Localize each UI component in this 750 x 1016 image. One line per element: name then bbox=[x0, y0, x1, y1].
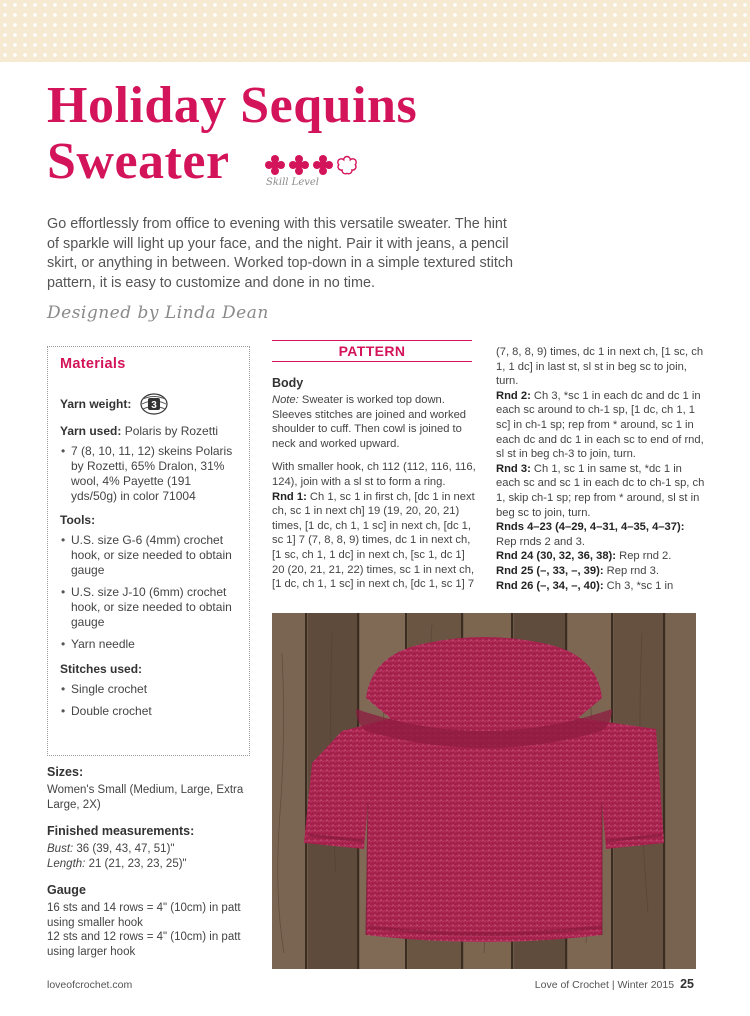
rnds4-23-paragraph bbox=[496, 520, 706, 549]
magazine-name: Love of Crochet bbox=[534, 979, 609, 991]
rnd24-text: Rep rnd 2. bbox=[616, 550, 672, 563]
sizes-heading: Sizes: bbox=[47, 765, 84, 779]
page-number: 25 bbox=[680, 977, 694, 991]
specs-section bbox=[47, 765, 247, 959]
rnd2-text: Ch 3, *sc 1 in each dc and dc 1 in each sc around to ch-1 sp, [1 dc, ch 1, 1 sc] in ch-1 sp; rep from * around, sc 1 in each dc and dc 1 in each sc to end of rnd, sl st in beg ch-3 to join, turn. bbox=[496, 389, 704, 461]
skill-level bbox=[264, 154, 364, 194]
rnds4-23-label: Rnds 4–23 (4–29, 4–31, 4–35, 4–37): bbox=[496, 521, 685, 534]
rnd1-continued: (7, 8, 8, 9) times, dc 1 in next ch, [1 sc, ch 1, 1 dc] in last st, sl st in beg sc to join, turn. bbox=[496, 346, 704, 388]
note-label: Note: bbox=[272, 394, 299, 406]
rnd3-label: Rnd 3: bbox=[496, 462, 531, 475]
rnd1-label: Rnd 1: bbox=[272, 490, 307, 503]
rnd24-paragraph bbox=[496, 549, 706, 564]
tools-list bbox=[60, 533, 239, 652]
bust-line bbox=[47, 842, 247, 857]
rnd26-paragraph bbox=[496, 579, 706, 594]
intro-paragraph: Go effortlessly from office to evening with this versatile sweater. The hint of sparkle will light up your face, and the night. Pair it with jeans, a pencil skirt, or anything in between. Worked top-down in a simple textured stitch pattern, it is easy to customize and done in no time. bbox=[47, 216, 514, 291]
note-paragraph bbox=[272, 393, 480, 451]
footer-site: loveofcrochet.com bbox=[47, 979, 133, 991]
length-value: 21 (21, 23, 23, 25)" bbox=[85, 857, 187, 870]
finished-heading: Finished measurements: bbox=[47, 824, 195, 838]
pattern-heading: PATTERN bbox=[272, 340, 472, 362]
title-line-2: Sweater bbox=[47, 133, 230, 190]
list-item: • Double crochet bbox=[60, 704, 239, 719]
flower-filled-icon bbox=[312, 154, 334, 176]
flower-filled-icon bbox=[288, 154, 310, 176]
stitches-list bbox=[60, 682, 239, 719]
yarn-weight-icon bbox=[139, 392, 169, 416]
sizes-text: Women's Small (Medium, Large, Extra Large, 2X) bbox=[47, 784, 244, 811]
footer-separator: | bbox=[608, 979, 618, 991]
materials-box bbox=[47, 346, 250, 756]
gauge-line-2: 12 sts and 12 rows = 4" (10cm) in patt using larger hook bbox=[47, 931, 241, 958]
rnd26-label: Rnd 26 (–, 34, –, 40): bbox=[496, 579, 604, 592]
yarn-used-line bbox=[60, 424, 239, 439]
stitches-label: Stitches used: bbox=[60, 662, 143, 676]
gauge-line-1: 16 sts and 14 rows = 4" (10cm) in patt using smaller hook bbox=[47, 902, 241, 929]
yarn-bullet: • 7 (8, 10, 11, 12) skeins Polaris by Rozetti, 65% Dralon, 31% wool, 4% Payette (191 yds/50g) in color 71004 bbox=[60, 444, 239, 504]
flower-filled-icon bbox=[264, 154, 286, 176]
list-item: • Single crochet bbox=[60, 682, 239, 697]
rnd3-text: Ch 1, sc 1 in same st, *dc 1 in each sc and sc 1 in each dc to ch-1 sp, ch 1, skip ch-1 sp; rep from * around, sl st in beg sc to join, turn. bbox=[496, 462, 705, 519]
flower-outline-icon bbox=[336, 154, 358, 176]
list-item: • U.S. size G-6 (4mm) crochet hook, or size needed to obtain gauge bbox=[60, 533, 239, 578]
rnd25-paragraph bbox=[496, 564, 706, 579]
title-line-1: Holiday Sequins bbox=[47, 77, 418, 134]
length-line bbox=[47, 857, 247, 872]
pattern-column-2 bbox=[496, 345, 706, 593]
body-heading: Body bbox=[272, 376, 304, 390]
rnds4-23-text: Rep rnds 2 and 3. bbox=[496, 535, 585, 548]
rnd25-label: Rnd 25 (–, 33, –, 39): bbox=[496, 564, 604, 577]
length-label: Length: bbox=[47, 857, 86, 870]
yarn-weight-number: 3 bbox=[151, 400, 158, 411]
note-text: Sweater is worked top down. Sleeves stitches are joined and worked shoulder to cuff. Then cowl is joined to neck and worked upward. bbox=[272, 394, 467, 450]
materials-heading: Materials bbox=[60, 356, 126, 372]
rnd1-paragraph bbox=[272, 490, 480, 592]
pattern-column-1 bbox=[272, 376, 480, 592]
gauge-heading: Gauge bbox=[47, 883, 86, 897]
start-paragraph: With smaller hook, ch 112 (112, 116, 116, 124), join with a sl st to form a ring. bbox=[272, 461, 476, 488]
rnd2-paragraph bbox=[496, 389, 706, 462]
skill-level-label: Skill Level bbox=[266, 177, 320, 188]
yarn-weight-row bbox=[60, 392, 239, 416]
yarn-list bbox=[60, 444, 239, 504]
yarn-used-label: Yarn used: bbox=[60, 424, 122, 438]
bust-value: 36 (39, 43, 47, 51)" bbox=[73, 843, 175, 855]
rnd2-label: Rnd 2: bbox=[496, 389, 531, 402]
rnd25-text: Rep rnd 3. bbox=[603, 564, 659, 577]
rnd1-text: Ch 1, sc 1 in first ch, [dc 1 in next ch, sc 1 in next ch] 19 (19, 20, 20, 21) times, [1 dc, ch 1, 1 sc] in next ch, [dc 1, sc 1] 7 (7, 8, 8, 9) times, dc 1 in next ch, [1 sc, ch 1, 1 dc] in next ch, [sc 1, dc 1] 20 (20, 21, 21, 22) times, sc 1 in next ch, [1 dc, ch 1, 1 sc] in next ch, [dc 1, sc 1] 7 bbox=[272, 490, 475, 591]
yarn-weight-label: Yarn weight: bbox=[60, 397, 132, 411]
list-item: • U.S. size J-10 (6mm) crochet hook, or size needed to obtain gauge bbox=[60, 585, 239, 630]
rnd26-text: Ch 3, *sc 1 in bbox=[603, 579, 674, 592]
sweater-photo bbox=[272, 613, 696, 969]
sweater-photo-illustration bbox=[272, 613, 696, 969]
decorative-dotted-band bbox=[0, 0, 750, 62]
rnd24-label: Rnd 24 (30, 32, 36, 38): bbox=[496, 550, 617, 563]
rnd3-paragraph bbox=[496, 462, 706, 520]
bust-label: Bust: bbox=[47, 843, 74, 855]
list-item: • Yarn needle bbox=[60, 637, 239, 652]
tools-label: Tools: bbox=[60, 513, 96, 527]
yarn-used-value: Polaris by Rozetti bbox=[121, 424, 219, 438]
footer-issue bbox=[535, 977, 694, 991]
designer-credit: Designed by Linda Dean bbox=[47, 303, 269, 323]
issue-name: Winter 2015 bbox=[617, 979, 675, 991]
